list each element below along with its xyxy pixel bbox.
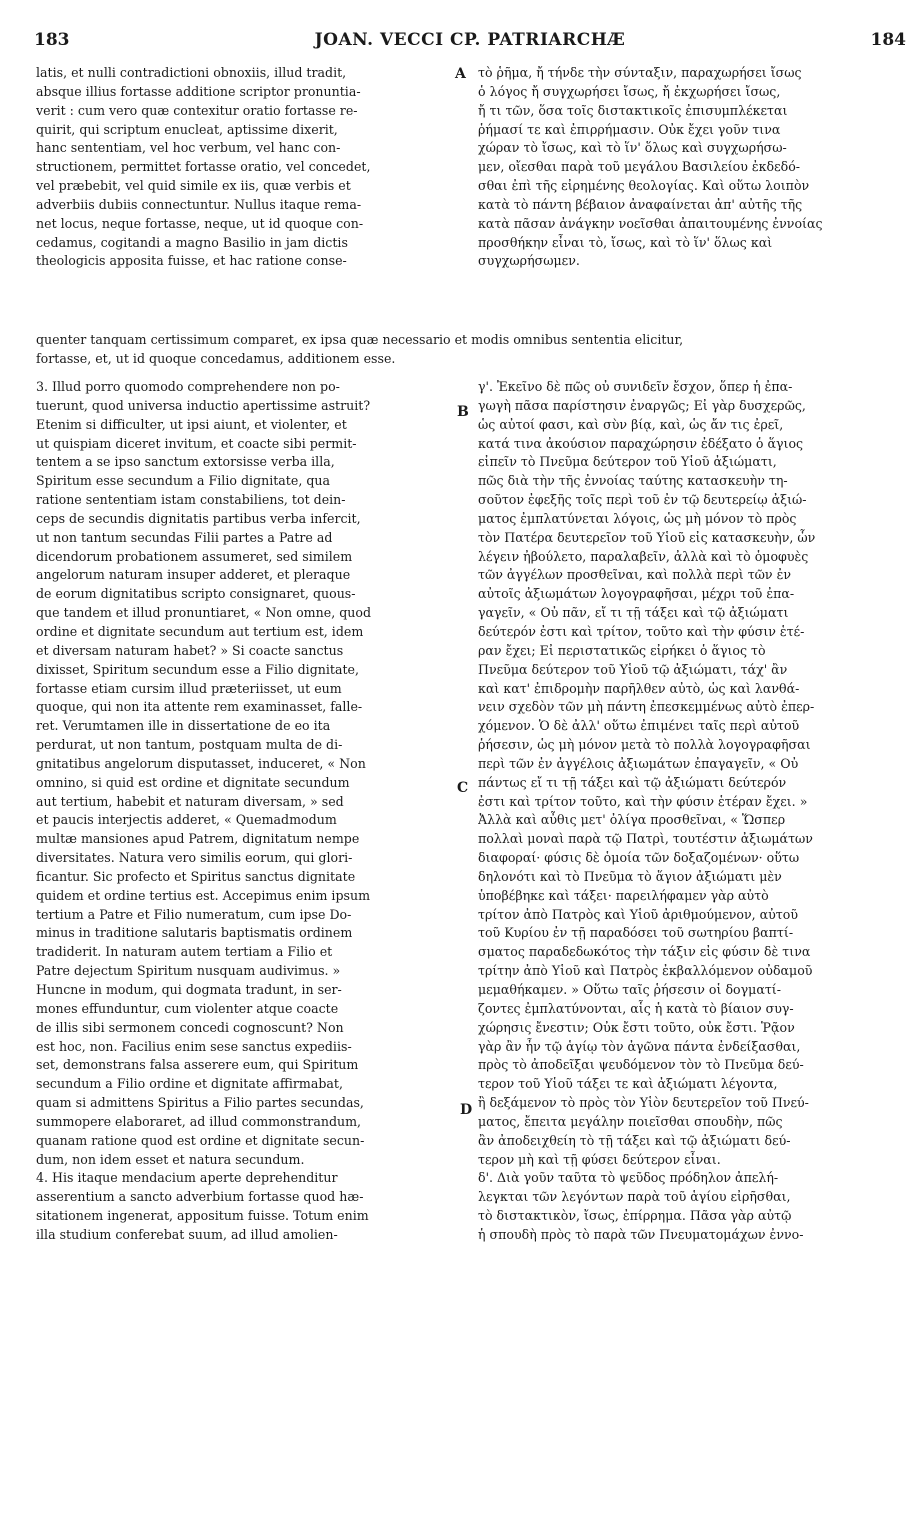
greek-text-line: ὑποβέβηκε καὶ τάξει· παρειλήφαμεν γὰρ αὐτὸ [478, 887, 769, 903]
latin-text-line: mones effunduntur, cum violenter atque coacte [36, 1000, 339, 1016]
greek-text-line: εἰπεῖν τὸ Πνεῦμα δεύτερον τοῦ Υἱοῦ ἀξιώματι, [478, 454, 777, 470]
latin-text-line: quanam ratione quod est ordine et dignitate secun- [36, 1132, 365, 1148]
latin-text-line: tentem a se ipso sanctum extorsisse verba illa, [36, 454, 335, 470]
latin-text-line: tertium a Patre et Filio numeratum, cum ipse Do- [36, 906, 352, 922]
latin-text-line: Etenim si difficulter, ut ipsi aiunt, et violenter, et [36, 416, 347, 432]
spanning-text-line: quenter tanquam certissimum comparet, ex ipsa quæ necessario et modis omnibus sententia elicitur, [36, 332, 684, 347]
latin-text-line: de illis sibi sermonem concedi cognoscunt? Non [36, 1019, 344, 1035]
latin-text-line: Patre dejectum Spiritum nusquam audivimus. » [36, 963, 341, 979]
running-title: JOAN. VECCI CP. PATRIARCHÆ [314, 30, 626, 50]
latin-text-line: structionem, permittet fortasse oratio, vel concedet, [36, 159, 371, 175]
greek-text-line: μεν, οἴεσθαι παρὰ τοῦ μεγάλου Βασιλείου ἐκδεδό- [478, 159, 801, 175]
greek-text-line: ἂν ἀποδειχθείη τὸ τῇ τάξει καὶ τῷ ἀξιώματι δεύ- [478, 1132, 791, 1148]
greek-text-line: ἡ σπουδὴ πρὸς τὸ παρὰ τῶν Πνευματομάχων ἐννο- [478, 1226, 804, 1242]
greek-text-line: ὁ λόγος ἤ συγχωρήσει ἴσως, ἤ ἐκχωρήσει ἴσως, [478, 83, 781, 99]
greek-text-line: διαφοραί· φύσις δὲ ὁμοία τῶν δοξαζομένων· οὕτω [478, 850, 800, 866]
greek-text-line: κατὰ τὸ πάντη βέβαιον ἀναφαίνεται ἀπ' αὐτῆς τῆς [478, 196, 803, 212]
greek-text-line: σθαι ἐπὶ τῆς εἰρημένης θεολογίας. Καὶ οὕτω λοιπὸν [478, 178, 810, 194]
latin-text-line: quidem et ordine tertius est. Accepimus enim ipsum [36, 887, 371, 903]
greek-text-line: μεμαθήκαμεν. » Οὕτω ταῖς ῥήσεσιν οἱ δογματί- [478, 982, 781, 997]
latin-text-line: aut tertium, habebit et naturam diversam, » sed [36, 793, 344, 809]
latin-text-line: cedamus, cogitandi a magno Basilio in jam dictis [36, 234, 348, 250]
latin-text-line: multæ mansiones apud Patrem, dignitatum nempe [36, 831, 360, 847]
latin-text-line: ut quispiam diceret invitum, et coacte sibi permit- [36, 435, 357, 451]
greek-text-line: τοῦ Κυρίου ἐν τῇ παραδόσει τοῦ σωτηρίου βαπτί- [478, 925, 794, 941]
section-marker-c: C [457, 780, 469, 796]
latin-text-line: absque illius fortasse additione scriptor pronuntia- [36, 83, 361, 99]
latin-text-line: ordine et dignitate secundum aut tertium est, idem [36, 623, 364, 639]
latin-text-line: ficantur. Sic profecto et Spiritus sanctus dignitate [36, 868, 356, 884]
latin-text-line: tuerunt, quod universa inductio apertissime astruit? [36, 397, 371, 413]
greek-column-bottom [478, 378, 906, 1245]
greek-text-line: γὰρ ἂν ἦν τῷ ἁγίῳ τὸν ἀγῶνα πάντα ἐνδείξασθαι, [478, 1038, 801, 1054]
greek-text-line: ζοντες ἐμπλατύνονται, αἷς ἡ κατὰ τὸ βίαιον συγ- [478, 1000, 794, 1016]
greek-text-line: τερον τοῦ Υἱοῦ τάξει τε καὶ ἀξιώματι λέγοντα, [478, 1076, 778, 1092]
greek-text-line: τὸ διστακτικὸν, ἴσως, ἐπίρρημα. Πᾶσα γὰρ αὐτῷ [478, 1208, 792, 1224]
latin-text-line: set, demonstrans falsa asserere eum, qui Spiritum [36, 1057, 359, 1073]
greek-text-line: λέγειν ἠβούλετο, παραλαβεῖν, ἀλλὰ καὶ τὸ ὁμοφυὲς [478, 548, 809, 564]
greek-text-line: γαγεῖν, « Οὐ πᾶν, εἴ τι τῇ τάξει καὶ τῷ ἀξιώματι [478, 605, 789, 621]
latin-text-line: perdurat, ut non tantum, postquam multa de di- [36, 737, 343, 753]
greek-text-line: Πνεῦμα δεύτερον τοῦ Υἱοῦ τῷ ἀξιώματι, τάχ' ἂν [478, 661, 788, 677]
spanning-lines [36, 331, 906, 369]
latin-text-line: minus in traditione salutaris baptismatis ordinem [36, 925, 353, 941]
page-number-right: 184 [870, 30, 906, 50]
greek-text-line: ῥήμασί τε καὶ ἐπιρρήμασιν. Οὐκ ἔχει γοῦν τινα [478, 121, 781, 137]
latin-text-line: Huncne in modum, qui dogmata tradunt, in ser- [36, 982, 342, 997]
latin-text-line: dixisset, Spiritum secundum esse a Filio dignitate, [36, 661, 359, 677]
greek-text-line: χώραν τὸ ἴσως, καὶ τὸ ἵν' ὅλως καὶ συγχωρήσω- [478, 140, 787, 156]
greek-text-line: ματος ἐμπλατύνεται λόγοις, ὡς μὴ μόνον τὸ πρὸς [478, 510, 797, 526]
greek-text-line: νειν σχεδὸν τῶν μὴ πάντη ἐπεσκεμμένως αὐτὸ ἐπερ- [478, 699, 815, 715]
latin-text-line: theologicis apposita fuisse, et hac ratione conse- [36, 253, 347, 269]
greek-text-line: γωγὴ πᾶσα παρίστησιν ἐναργῶς; Εἰ γὰρ δυσχερῶς, [478, 397, 806, 413]
greek-text-line: πρὸς τὸ ἀποδεῖξαι ψευδόμενον τὸν τὸ Πνεῦμα δεύ- [478, 1057, 804, 1073]
section-marker-d: D [460, 1102, 473, 1118]
latin-text-line: hanc sententiam, vel hoc verbum, vel hanc con- [36, 140, 341, 156]
latin-text-line: quirit, qui scriptum enucleat, aptissime dixerit, [36, 121, 338, 137]
greek-text-line: τὸ ῥῆμα, ἤ τήνδε τὴν σύνταξιν, παραχωρήσει ἴσως [478, 65, 802, 80]
greek-text-line: ὡς αὐτοί φασι, καὶ σὺν βίᾳ, καὶ, ὡς ἄν τις ἐρεῖ, [478, 416, 784, 432]
latin-text-line: fortasse etiam cursim illud præteriisset, ut eum [36, 680, 342, 696]
latin-text-line: diversitates. Natura vero similis eorum, qui glori- [36, 850, 353, 866]
latin-text-line: de eorum dignitatibus scripto consignaret, quous- [36, 586, 356, 602]
latin-text-line: quam si admittens Spiritus a Filio partes secundas, [36, 1095, 364, 1111]
greek-text-line: ραν ἔχει; Εἰ περιστατικῶς εἰρήκει ὁ ἅγιος τὸ [478, 642, 766, 658]
greek-text-line: δ'. Διὰ γοῦν ταῦτα τὸ ψεῦδος πρόδηλον ἀπελή- [478, 1170, 779, 1186]
latin-text-line: verit : cum vero quæ contexitur oratio fortasse re- [36, 102, 358, 118]
latin-text-line: sitationem ingenerat, appositum fuisse. Totum enim [36, 1208, 369, 1224]
greek-text-line: τὸν Πατέρα δευτερεῖον τοῦ Υἱοῦ εἰς κατασκευὴν, ὧν [478, 529, 816, 545]
latin-text-line: dicendorum probationem assumeret, sed similem [36, 548, 353, 564]
latin-text-line: 3. Illud porro quomodo comprehendere non po- [36, 379, 340, 394]
greek-text-line: συγχωρήσωμεν. [478, 253, 580, 269]
greek-text-line: σοῦτον ἐφεξῆς τοῖς περὶ τοῦ ἐν τῷ δευτερείῳ ἀξιώ- [478, 492, 807, 508]
latin-text-line: ut non tantum secundas Filii partes a Patre ad [36, 529, 333, 545]
greek-text-line: δεύτερόν ἐστι καὶ τρίτον, τοῦτο καὶ τὴν φύσιν ἑτέ- [478, 623, 805, 639]
latin-text-line: Spiritum esse secundum a Filio dignitate, qua [36, 473, 331, 489]
latin-text-line: et paucis interjectis adderet, « Quemadmodum [36, 812, 337, 828]
latin-text-line: ceps de secundis dignitatis partibus verba infercit, [36, 510, 361, 526]
greek-text-line: δηλονότι καὶ τὸ Πνεῦμα τὸ ἅγιον ἀξιώματι μὲν [478, 868, 782, 884]
greek-column-top [478, 64, 906, 271]
latin-text-line: et diversam naturam habet? » Si coacte sanctus [36, 642, 344, 658]
greek-text-line: ἤ τι τῶν, ὅσα τοῖς διστακτικοῖς ἐπισυμπλέκεται [478, 102, 788, 118]
greek-text-line: ἐστι καὶ τρίτον τοῦτο, καὶ τὴν φύσιν ἑτέραν ἔχει. » [478, 793, 808, 809]
greek-text-line: αὐτοῖς ἀξιωμάτων λογογραφῆσαι, μέχρι τοῦ ἐπα- [478, 586, 795, 602]
greek-text-line: σματος παραδεδωκότος τὴν τάξιν εἰς φύσιν δὲ τινα [478, 944, 811, 960]
greek-text-line: τερον μὴ καὶ τῇ φύσει δεύτερον εἶναι. [478, 1151, 721, 1167]
greek-text-line: τρίτον ἀπὸ Πατρὸς καὶ Υἱοῦ ἀριθμούμενον, αὐτοῦ [478, 906, 799, 922]
greek-text-line: περὶ τῶν ἐν ἀγγέλοις ἀξιωμάτων ἐπαγαγεῖν, « Οὐ [478, 755, 799, 771]
section-marker-a: A [455, 66, 466, 82]
greek-text-line: πῶς διὰ τὴν τῆς ἐννοίας ταύτης κατασκευὴν τη- [478, 473, 788, 489]
latin-text-line: adverbiis dubiis connectuntur. Nullus itaque rema- [36, 196, 362, 212]
page-number-left: 183 [34, 30, 70, 50]
greek-text-line: Ἀλλὰ καὶ αὖθις μετ' ὀλίγα προσθεῖναι, « Ὥσπερ [478, 812, 786, 828]
section-marker-b: B [457, 404, 469, 420]
latin-text-line: vel præbebit, vel quid simile ex iis, quæ verbis et [36, 178, 351, 194]
latin-column-top [36, 64, 454, 271]
latin-text-line: secundum a Filio ordine et dignitate affirmabat, [36, 1076, 343, 1092]
latin-text-line: angelorum naturam insuper adderet, et pleraque [36, 567, 351, 583]
latin-text-line: latis, et nulli contradictioni obnoxiis, illud tradit, [36, 65, 347, 80]
latin-text-line: asserentium a sancto adverbium fortasse quod hæ- [36, 1189, 364, 1205]
latin-text-line: ret. Verumtamen ille in dissertatione de eo ita [36, 718, 331, 734]
greek-text-line: τῶν ἀγγέλων προσθεῖναι, καὶ πολλὰ περὶ τῶν ἐν [478, 567, 791, 583]
greek-text-line: χώρησις ἔνεστιν; Οὐκ ἔστι τοῦτο, οὐκ ἔστι. Ῥᾷον [478, 1019, 795, 1035]
latin-column-bottom [36, 378, 454, 1245]
latin-text-line: gnitatibus angelorum disputasset, induceret, « Non [36, 755, 366, 771]
latin-text-line: omnino, si quid est ordine et dignitate secundum [36, 774, 350, 790]
greek-text-line: κατὰ πᾶσαν ἀνάγκην νοεῖσθαι ἀπαιτουμένης ἐννοίας [478, 215, 823, 231]
greek-text-line: ἢ δεξάμενον τὸ πρὸς τὸν Υἱὸν δευτερεῖον τοῦ Πνεύ- [478, 1095, 809, 1111]
greek-text-line: προσθήκην εἶναι τὸ, ἴσως, καὶ τὸ ἵν' ὅλως καὶ [478, 234, 773, 250]
greek-text-line: καὶ κατ' ἐπιδρομὴν παρῆλθεν αὐτὸ, ὡς καὶ λανθά- [478, 680, 800, 696]
latin-text-line: tradiderit. In naturam autem tertiam a Filio et [36, 944, 333, 960]
greek-text-line: πολλαὶ μοναὶ παρὰ τῷ Πατρὶ, τουτέστιν ἀξιωμάτων [478, 831, 813, 847]
latin-text-line: dum, non idem esset et natura secundum. [36, 1151, 305, 1167]
greek-text-line: τρίτην ἀπὸ Υἱοῦ καὶ Πατρὸς ἐκβαλλόμενον οὐδαμοῦ [478, 963, 813, 979]
greek-text-line: λεγκται τῶν λεγόντων παρὰ τοῦ ἁγίου εἰρῆσθαι, [478, 1189, 791, 1205]
latin-text-line: illa studium conferebat suum, ad illud amolien- [36, 1226, 338, 1242]
greek-text-line: γ'. Ἐκεῖνο δὲ πῶς οὐ συνιδεῖν ἔσχον, ὅπερ ἡ ἐπα- [478, 379, 793, 394]
greek-text-line: ματος, ἔπειτα μεγάλην ποιεῖσθαι σπουδὴν, πῶς [478, 1113, 783, 1129]
latin-text-line: ratione sententiam istam constabiliens, tot dein- [36, 492, 346, 508]
latin-text-line: net locus, neque fortasse, neque, ut id quoque con- [36, 215, 364, 231]
latin-text-line: quoque, qui non ita attente rem examinasset, falle- [36, 699, 363, 715]
latin-text-line: que tandem et illud pronuntiaret, « Non omne, quod [36, 605, 372, 621]
spanning-text-line: fortasse, et, ut id quoque concedamus, additionem esse. [36, 350, 396, 366]
latin-text-line: 4. His itaque mendacium aperte deprehenditur [36, 1170, 338, 1186]
greek-text-line: πάντως εἴ τι τῇ τάξει καὶ τῷ ἀξιώματι δεύτερόν [478, 774, 787, 790]
greek-text-line: χόμενον. Ὁ δὲ ἀλλ' οὕτω ἐπιμένει ταῖς περὶ αὐτοῦ [478, 718, 800, 734]
latin-text-line: est hoc, non. Facilius enim sese sanctus expediis- [36, 1038, 352, 1054]
greek-text-line: ῥήσεσιν, ὡς μὴ μόνον μετὰ τὸ πολλὰ λογογραφῆσαι [478, 737, 811, 753]
greek-text-line: κατά τινα ἀκούσιον παραχώρησιν ἐδέξατο ὁ ἅγιος [478, 435, 804, 451]
latin-text-line: summopere elaboraret, ad illud commonstrandum, [36, 1113, 362, 1129]
page-header [34, 30, 906, 58]
